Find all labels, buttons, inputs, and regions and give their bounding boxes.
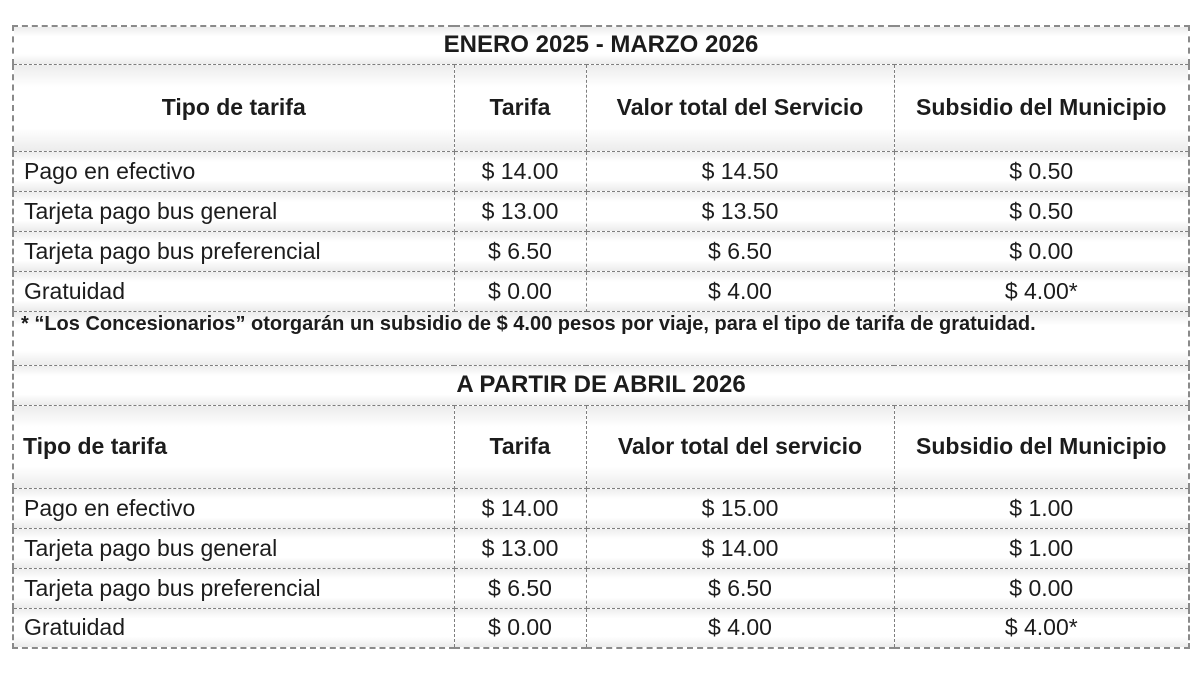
table-row — [13, 608, 1189, 648]
fare-type-label: Tarjeta pago bus general — [13, 191, 454, 231]
service-value: $ 6.50 — [586, 568, 894, 608]
subsidy-value: $ 1.00 — [894, 528, 1189, 568]
fare-type-label: Pago en efectivo — [13, 151, 454, 191]
subsidy-value: $ 0.50 — [894, 151, 1189, 191]
fare-type-label: Tarjeta pago bus preferencial — [13, 568, 454, 608]
table-row — [13, 231, 1189, 271]
gratuity-subsidy-footnote: * “Los Concesionarios” otorgarán un subsidio de $ 4.00 pesos por viaje, para el tipo de tarifa de gratuidad. — [13, 311, 1189, 365]
service-value: $ 14.00 — [586, 528, 894, 568]
fare-value: $ 0.00 — [454, 271, 586, 311]
table-row — [13, 528, 1189, 568]
fare-type-label: Tarjeta pago bus preferencial — [13, 231, 454, 271]
fare-type-label: Gratuidad — [13, 271, 454, 311]
subsidy-value: $ 0.00 — [894, 568, 1189, 608]
table2-header-valor-total: Valor total del servicio — [586, 405, 894, 488]
service-value: $ 4.00 — [586, 608, 894, 648]
table1-header-subsidio: Subsidio del Municipio — [894, 64, 1189, 151]
service-value: $ 15.00 — [586, 488, 894, 528]
period2-title: A PARTIR DE ABRIL 2026 — [13, 365, 1189, 405]
table2-header-tarifa: Tarifa — [454, 405, 586, 488]
fare-table — [12, 25, 1190, 649]
service-value: $ 6.50 — [586, 231, 894, 271]
fare-type-label: Gratuidad — [13, 608, 454, 648]
fare-value: $ 6.50 — [454, 231, 586, 271]
fare-value: $ 6.50 — [454, 568, 586, 608]
table2-header-subsidio: Subsidio del Municipio — [894, 405, 1189, 488]
service-value: $ 14.50 — [586, 151, 894, 191]
fare-type-label: Tarjeta pago bus general — [13, 528, 454, 568]
fare-value: $ 0.00 — [454, 608, 586, 648]
fare-value: $ 14.00 — [454, 488, 586, 528]
table2-header-tipo-de-tarifa: Tipo de tarifa — [13, 405, 454, 488]
table-row — [13, 151, 1189, 191]
table-row — [13, 488, 1189, 528]
fare-value: $ 14.00 — [454, 151, 586, 191]
fare-type-label: Pago en efectivo — [13, 488, 454, 528]
table1-header-tarifa: Tarifa — [454, 64, 586, 151]
fare-value: $ 13.00 — [454, 191, 586, 231]
subsidy-value: $ 4.00* — [894, 608, 1189, 648]
service-value: $ 4.00 — [586, 271, 894, 311]
table-row — [13, 271, 1189, 311]
subsidy-value: $ 1.00 — [894, 488, 1189, 528]
table-row — [13, 568, 1189, 608]
table-row — [13, 191, 1189, 231]
subsidy-value: $ 0.50 — [894, 191, 1189, 231]
service-value: $ 13.50 — [586, 191, 894, 231]
fare-value: $ 13.00 — [454, 528, 586, 568]
subsidy-value: $ 4.00* — [894, 271, 1189, 311]
table1-header-tipo-de-tarifa: Tipo de tarifa — [13, 64, 454, 151]
table1-header-valor-total: Valor total del Servicio — [586, 64, 894, 151]
period1-title: ENERO 2025 - MARZO 2026 — [13, 26, 1189, 64]
subsidy-value: $ 0.00 — [894, 231, 1189, 271]
